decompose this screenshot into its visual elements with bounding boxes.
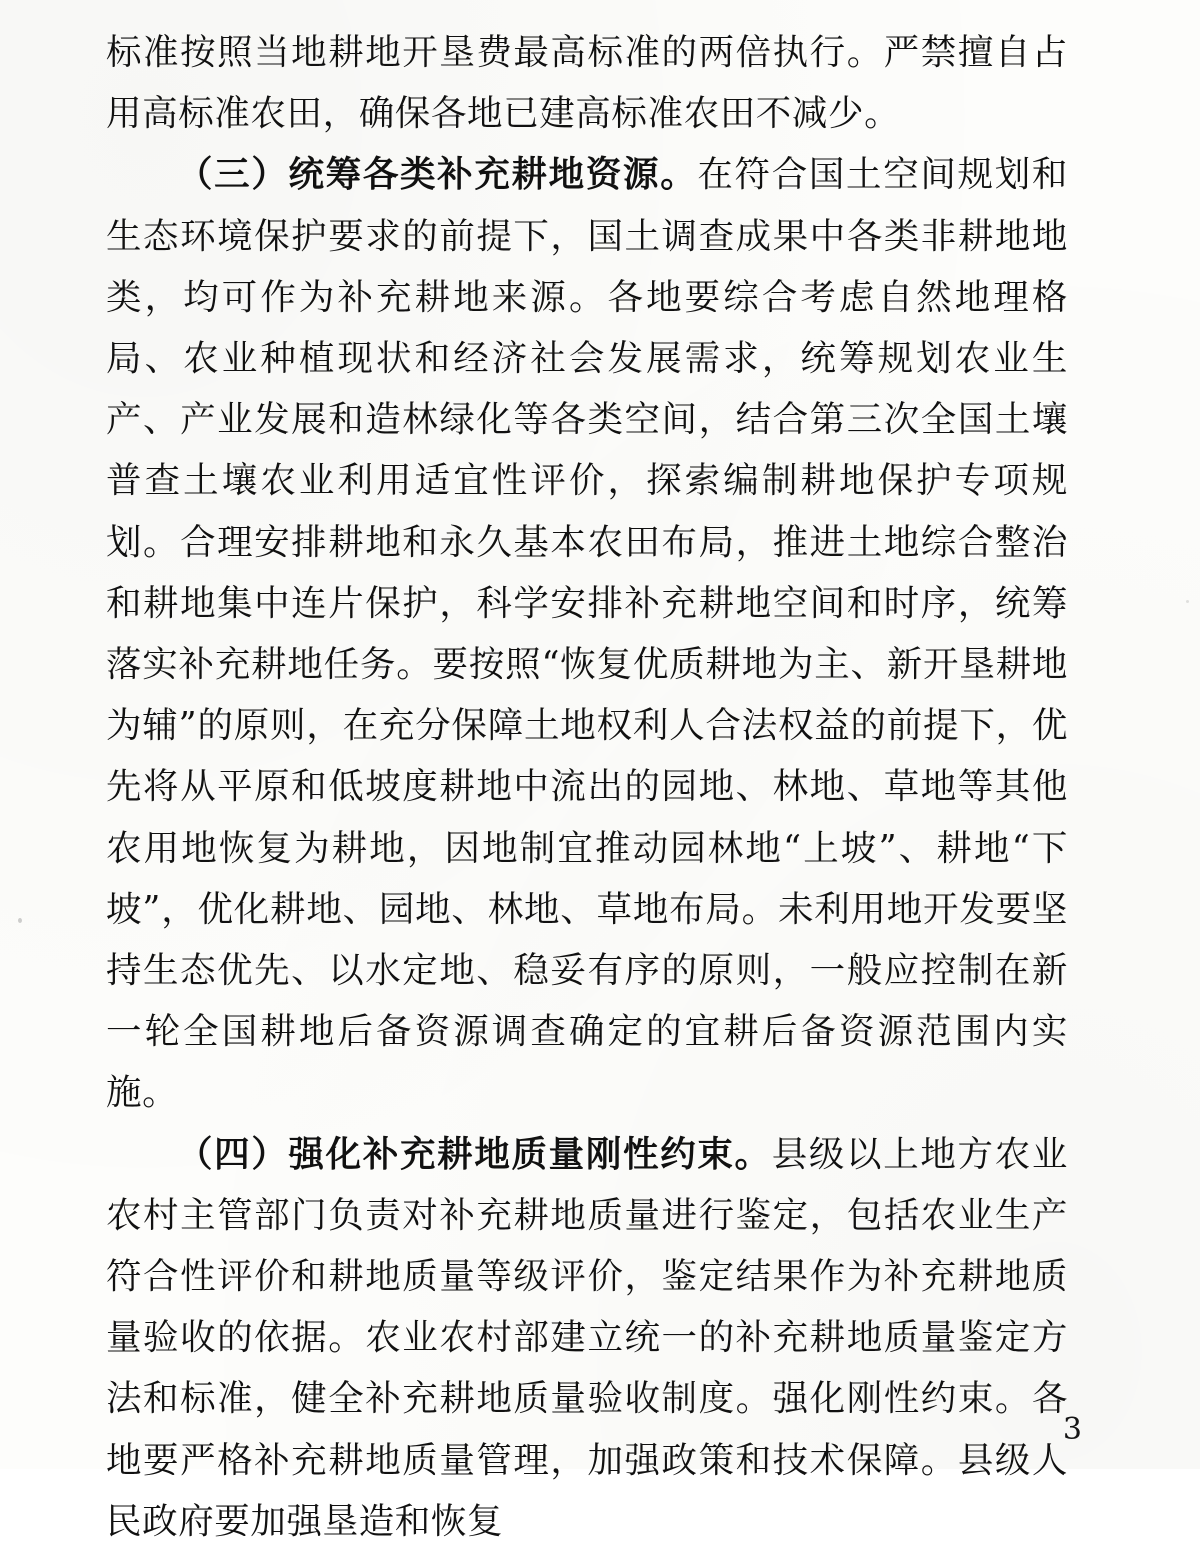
scan-speck-icon bbox=[1186, 600, 1189, 603]
paragraph-section-four bbox=[106, 1124, 1068, 1552]
section-heading-three: （三）统筹各类补充耕地资源。 bbox=[177, 154, 698, 196]
scan-speck-icon bbox=[18, 918, 22, 923]
document-body bbox=[106, 22, 1068, 1552]
paragraph-section-three bbox=[106, 144, 1068, 1123]
paragraph-text: 在符合国土空间规划和生态环境保护要求的前提下，国土调查成果中各类非耕地地类，均可作为补充耕地来源。各地要综合考虑自然地理格局、农业种植现状和经济社会发展需求，统筹规划农业生产、产业发展和造林绿化等各类空间，结合第三次全国土壤普查土壤农业利用适宜性评价，探索编制耕地保护专项规划。合理安排耕地和永久基本农田布局，推进土地综合整治和耕地集中连片保护，科学安排补充耕地空间和时序，统筹落实补充耕地任务。要按照“恢复优质耕地为主、新开垦耕地为辅”的原则，在充分保障土地权利人合法权益的前提下，优先将从平原和低坡度耕地中流出的园地、林地、草地等其他农用地恢复为耕地，因地制宜推动园林地“上坡”、耕地“下坡”，优化耕地、园地、林地、草地布局。未利用地开发要坚持生态优先、以水定地、稳妥有序的原则，一般应控制在新一轮全国耕地后备资源调查确定的宜耕后备资源范围内实施。 bbox=[106, 154, 1068, 1114]
section-heading-four: （四）强化补充耕地质量刚性约束。 bbox=[177, 1133, 772, 1175]
paragraph-continued bbox=[106, 22, 1068, 144]
paragraph-text: 标准按照当地耕地开垦费最高标准的两倍执行。严禁擅自占用高标准农田，确保各地已建高标准农田不减少。 bbox=[106, 32, 1068, 135]
paragraph-text: 县级以上地方农业农村主管部门负责对补充耕地质量进行鉴定，包括农业生产符合性评价和耕地质量等级评价，鉴定结果作为补充耕地质量验收的依据。农业农村部建立统一的补充耕地质量鉴定方法和标准，健全补充耕地质量验收制度。强化刚性约束。各地要严格补充耕地质量管理，加强政策和技术保障。县级人民政府要加强垦造和恢复 bbox=[106, 1133, 1068, 1542]
page-number: 3 bbox=[1062, 1412, 1082, 1447]
